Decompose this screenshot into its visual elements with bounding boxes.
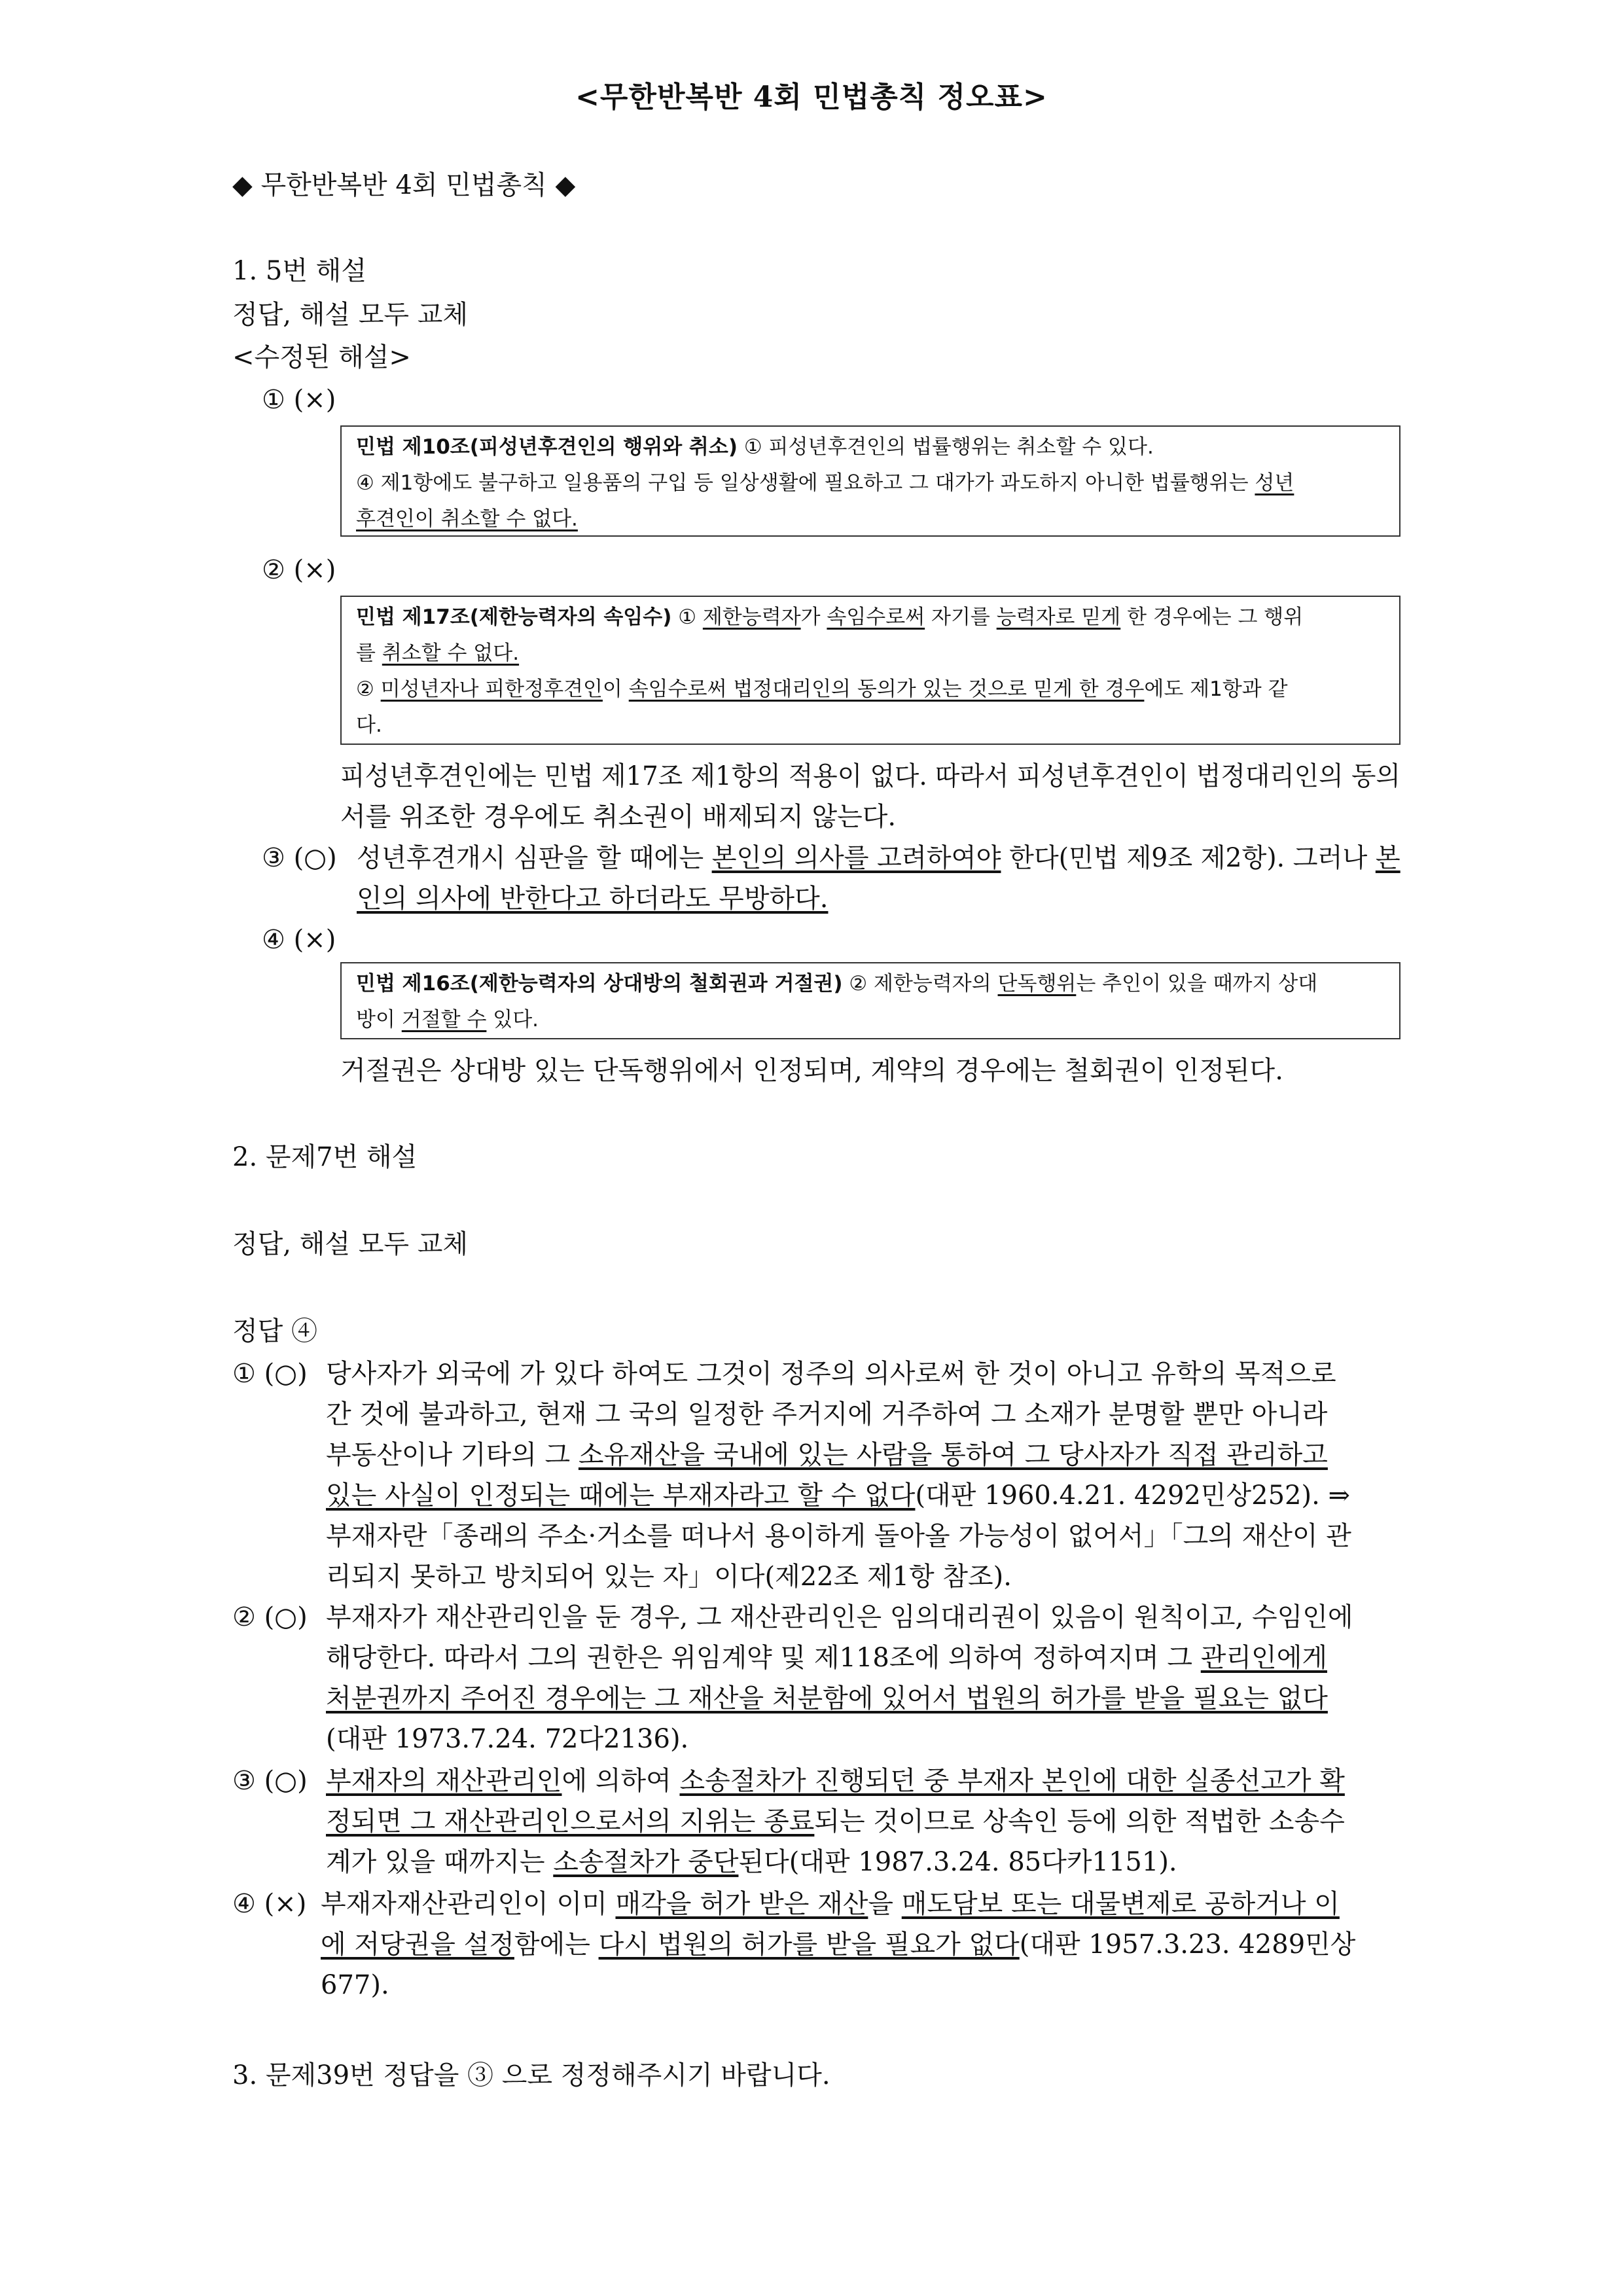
statute-text: ① <box>671 605 703 629</box>
item2-a2-line1: 부재자가 재산관리인을 둔 경우, 그 재산관리인은 임의대리권이 있음이 원칙이고, 수임인에 <box>326 1602 1353 1632</box>
statute-text: ① 피성년후견인의 법률행위는 취소할 수 있다. <box>738 435 1154 459</box>
page-title: <무한반복반 4회 민법총칙 정오표> <box>575 81 1048 114</box>
text: 성년후견개시 심판을 할 때에는 <box>357 843 712 873</box>
item2-a4-line3: 677). <box>321 1970 389 2000</box>
statute-underline: 능력자로 믿게 <box>996 605 1121 629</box>
statute-underline: 취소할 수 없다. <box>382 641 520 665</box>
item1-o1-mark: ① (×) <box>262 385 336 415</box>
item1-o4-mark: ④ (×) <box>262 925 336 955</box>
underlined-text: 본인의 의사를 고려하여야 <box>711 843 1001 873</box>
box-line <box>356 672 1385 708</box>
item2-note: 정답, 해설 모두 교체 <box>232 1229 468 1259</box>
statute-box-art10 <box>340 425 1400 537</box>
item2-a1-line4 <box>326 1475 1350 1516</box>
underlined-text: 있는 사실이 인정되는 때에는 부재자라고 할 수 없다 <box>326 1480 916 1511</box>
text: 된다(대판 1987.3.24. 85다카1151). <box>738 1847 1177 1877</box>
item2-a2-line3 <box>326 1678 1328 1719</box>
item2-a4-line2 <box>321 1924 1355 1965</box>
underlined-text: 관리인에게 <box>1200 1643 1327 1673</box>
item1-o2-expl-1: 피성년후견인에는 민법 제17조 제1항의 적용이 없다. 따라서 피성년후견인이 법정대리인의 동의 <box>340 761 1400 791</box>
text: 한다(민법 제9조 제2항). 그러나 <box>1001 843 1376 873</box>
statute-box-art16 <box>340 962 1400 1039</box>
item2-a1-line2: 간 것에 불과하고, 현재 그 국의 일정한 주거지에 거주하여 그 소재가 분명할 뿐만 아니라 <box>326 1399 1328 1429</box>
item2-a3-line3 <box>326 1842 1177 1882</box>
statute-underline: 단독행위 <box>997 972 1077 996</box>
item2-a1-mark: ① (○) <box>232 1359 308 1389</box>
underlined-text: 소송절차가 진행되던 중 부재자 본인에 대한 실종선고가 확 <box>679 1766 1345 1796</box>
statute-underline: 속임수로써 법정대리인의 동의가 있는 것으로 믿게 한 경우 <box>628 677 1145 701</box>
box-line <box>356 1002 1385 1038</box>
text: 계가 있을 때까지는 <box>326 1847 554 1877</box>
text: 부동산이나 기타의 그 <box>326 1440 579 1470</box>
item2-a1-line5: 부재자란「종래의 주소·거소를 떠나서 용이하게 돌아올 가능성이 없어서」「그의 재산이 관 <box>326 1521 1351 1551</box>
text: 을 <box>868 1889 902 1919</box>
item2-a1-line3 <box>326 1435 1328 1475</box>
item2-heading: 2. 문제7번 해설 <box>232 1142 418 1172</box>
statute-text: 한 경우에는 그 행위 <box>1120 605 1304 629</box>
item2-a4-line1 <box>321 1884 1340 1924</box>
statute-heading: 민법 제16조(제한능력자의 상대방의 철회권과 거절권) <box>356 972 843 996</box>
text: (대판 1960.4.21. 4292민상252). ⇒ <box>915 1480 1351 1511</box>
statute-text: 다. <box>356 713 382 737</box>
item1-heading: 1. 5번 해설 <box>232 256 366 286</box>
item2-a3-mark: ③ (○) <box>232 1766 308 1796</box>
statute-text: 방이 <box>356 1008 402 1031</box>
item1-o3-line2 <box>357 878 828 919</box>
statute-text: 가 <box>800 605 827 629</box>
box-line <box>356 636 1385 672</box>
statute-text: 있다. <box>486 1008 539 1031</box>
statute-heading: 민법 제17조(제한능력자의 속임수) <box>356 605 672 629</box>
item2-a1-line1: 당사자가 외국에 가 있다 하여도 그것이 정주의 의사로써 한 것이 아니고 유학의 목적으로 <box>326 1359 1336 1389</box>
text: 함에는 <box>514 1929 599 1960</box>
statute-text: 에도 제1항과 같 <box>1144 677 1288 701</box>
statute-underline: 미성년자나 피한정후견인 <box>380 677 603 701</box>
item2-a3-line1 <box>326 1761 1345 1801</box>
item1-sub: <수정된 해설> <box>232 342 411 372</box>
item2-a2-line2 <box>326 1638 1327 1678</box>
statute-underline: 성년 <box>1255 471 1294 495</box>
statute-text: 자기를 <box>925 605 997 629</box>
underlined-text: 다시 법원의 허가를 받을 필요가 없다 <box>598 1929 1020 1960</box>
text: 에 의하여 <box>562 1766 680 1796</box>
statute-underline: 후견인이 취소할 수 없다. <box>356 507 578 531</box>
statute-text: 를 <box>356 641 382 665</box>
statute-underline: 속임수로써 <box>827 605 925 629</box>
underlined-text: 소유재산을 국내에 있는 사람을 통하여 그 당사자가 직접 관리하고 <box>578 1440 1328 1470</box>
item2-a2-line4: (대판 1973.7.24. 72다2136). <box>326 1724 689 1754</box>
item2-a3-line2 <box>326 1801 1345 1842</box>
item3-text: 3. 문제39번 정답을 ③ 으로 정정해주시기 바랍니다. <box>232 2060 830 2090</box>
item2-a4-mark: ④ (×) <box>232 1889 307 1919</box>
underlined-text: 처분권까지 주어진 경우에는 그 재산을 처분함에 있어서 법원의 허가를 받을 필요는 없다 <box>326 1683 1328 1713</box>
item1-o4-expl: 거절권은 상대방 있는 단독행위에서 인정되며, 계약의 경우에는 철회권이 인정된다. <box>340 1056 1283 1086</box>
box-line <box>356 966 1385 1002</box>
statute-text: 는 추인이 있을 때까지 상대 <box>1076 972 1318 996</box>
statute-underline: 거절할 수 <box>401 1008 487 1031</box>
item1-o2-expl-2: 서를 위조한 경우에도 취소권이 배제되지 않는다. <box>340 802 897 832</box>
statute-box-art17 <box>340 596 1400 745</box>
underlined-text: 정되면 그 재산관리인으로서의 지위는 종료 <box>326 1806 815 1837</box>
underlined-text: 본 <box>1375 843 1400 873</box>
item1-o3-line1 <box>357 838 1400 878</box>
item1-note: 정답, 해설 모두 교체 <box>232 300 468 330</box>
text: 부재자재산관리인이 이미 <box>321 1889 616 1919</box>
statute-heading: 민법 제10조(피성년후견인의 행위와 취소) <box>356 435 738 459</box>
box-line <box>356 708 1385 744</box>
text: (대판 1957.3.23. 4289민상 <box>1019 1929 1356 1960</box>
statute-text: ④ 제1항에도 불구하고 일용품의 구입 등 일상생활에 필요하고 그 대가가 과도하지 아니한 법률행위는 <box>356 471 1255 495</box>
underlined-text: 매도담보 또는 대물변제로 공하거나 이 <box>901 1889 1340 1919</box>
item2-a2-mark: ② (○) <box>232 1602 308 1632</box>
statute-text: ② 제한능력자의 <box>842 972 998 996</box>
underlined-text: 부재자의 재산관리인 <box>326 1766 562 1796</box>
item1-o3-mark: ③ (○) <box>262 843 337 873</box>
box-line <box>356 501 1385 537</box>
underlined-text: 소송절차가 중단 <box>553 1847 739 1877</box>
underlined-text: 인의 의사에 반한다고 하더라도 무방하다. <box>357 884 829 914</box>
statute-underline: 제한능력자 <box>702 605 801 629</box>
underlined-text: 매각을 허가 받은 재산 <box>615 1889 868 1919</box>
box-line <box>356 600 1385 636</box>
item2-answer: 정답 ④ <box>232 1316 317 1346</box>
underlined-text: 에 저당권을 설정 <box>321 1929 514 1960</box>
box-line <box>356 465 1385 501</box>
statute-text: ② <box>356 677 381 701</box>
item1-o2-mark: ② (×) <box>262 555 336 585</box>
item2-a1-line6: 리되지 못하고 방치되어 있는 자」이다(제22조 제1항 참조). <box>326 1562 1012 1592</box>
text: 해당한다. 따라서 그의 권한은 위임계약 및 제118조에 의하여 정하여지며 그 <box>326 1643 1201 1673</box>
text: 되는 것이므로 상속인 등에 의한 적법한 소송수 <box>814 1806 1345 1837</box>
section-heading: ◆ 무한반복반 4회 민법총칙 ◆ <box>232 170 576 200</box>
statute-text: 이 <box>602 677 629 701</box>
box-line <box>356 429 1385 465</box>
